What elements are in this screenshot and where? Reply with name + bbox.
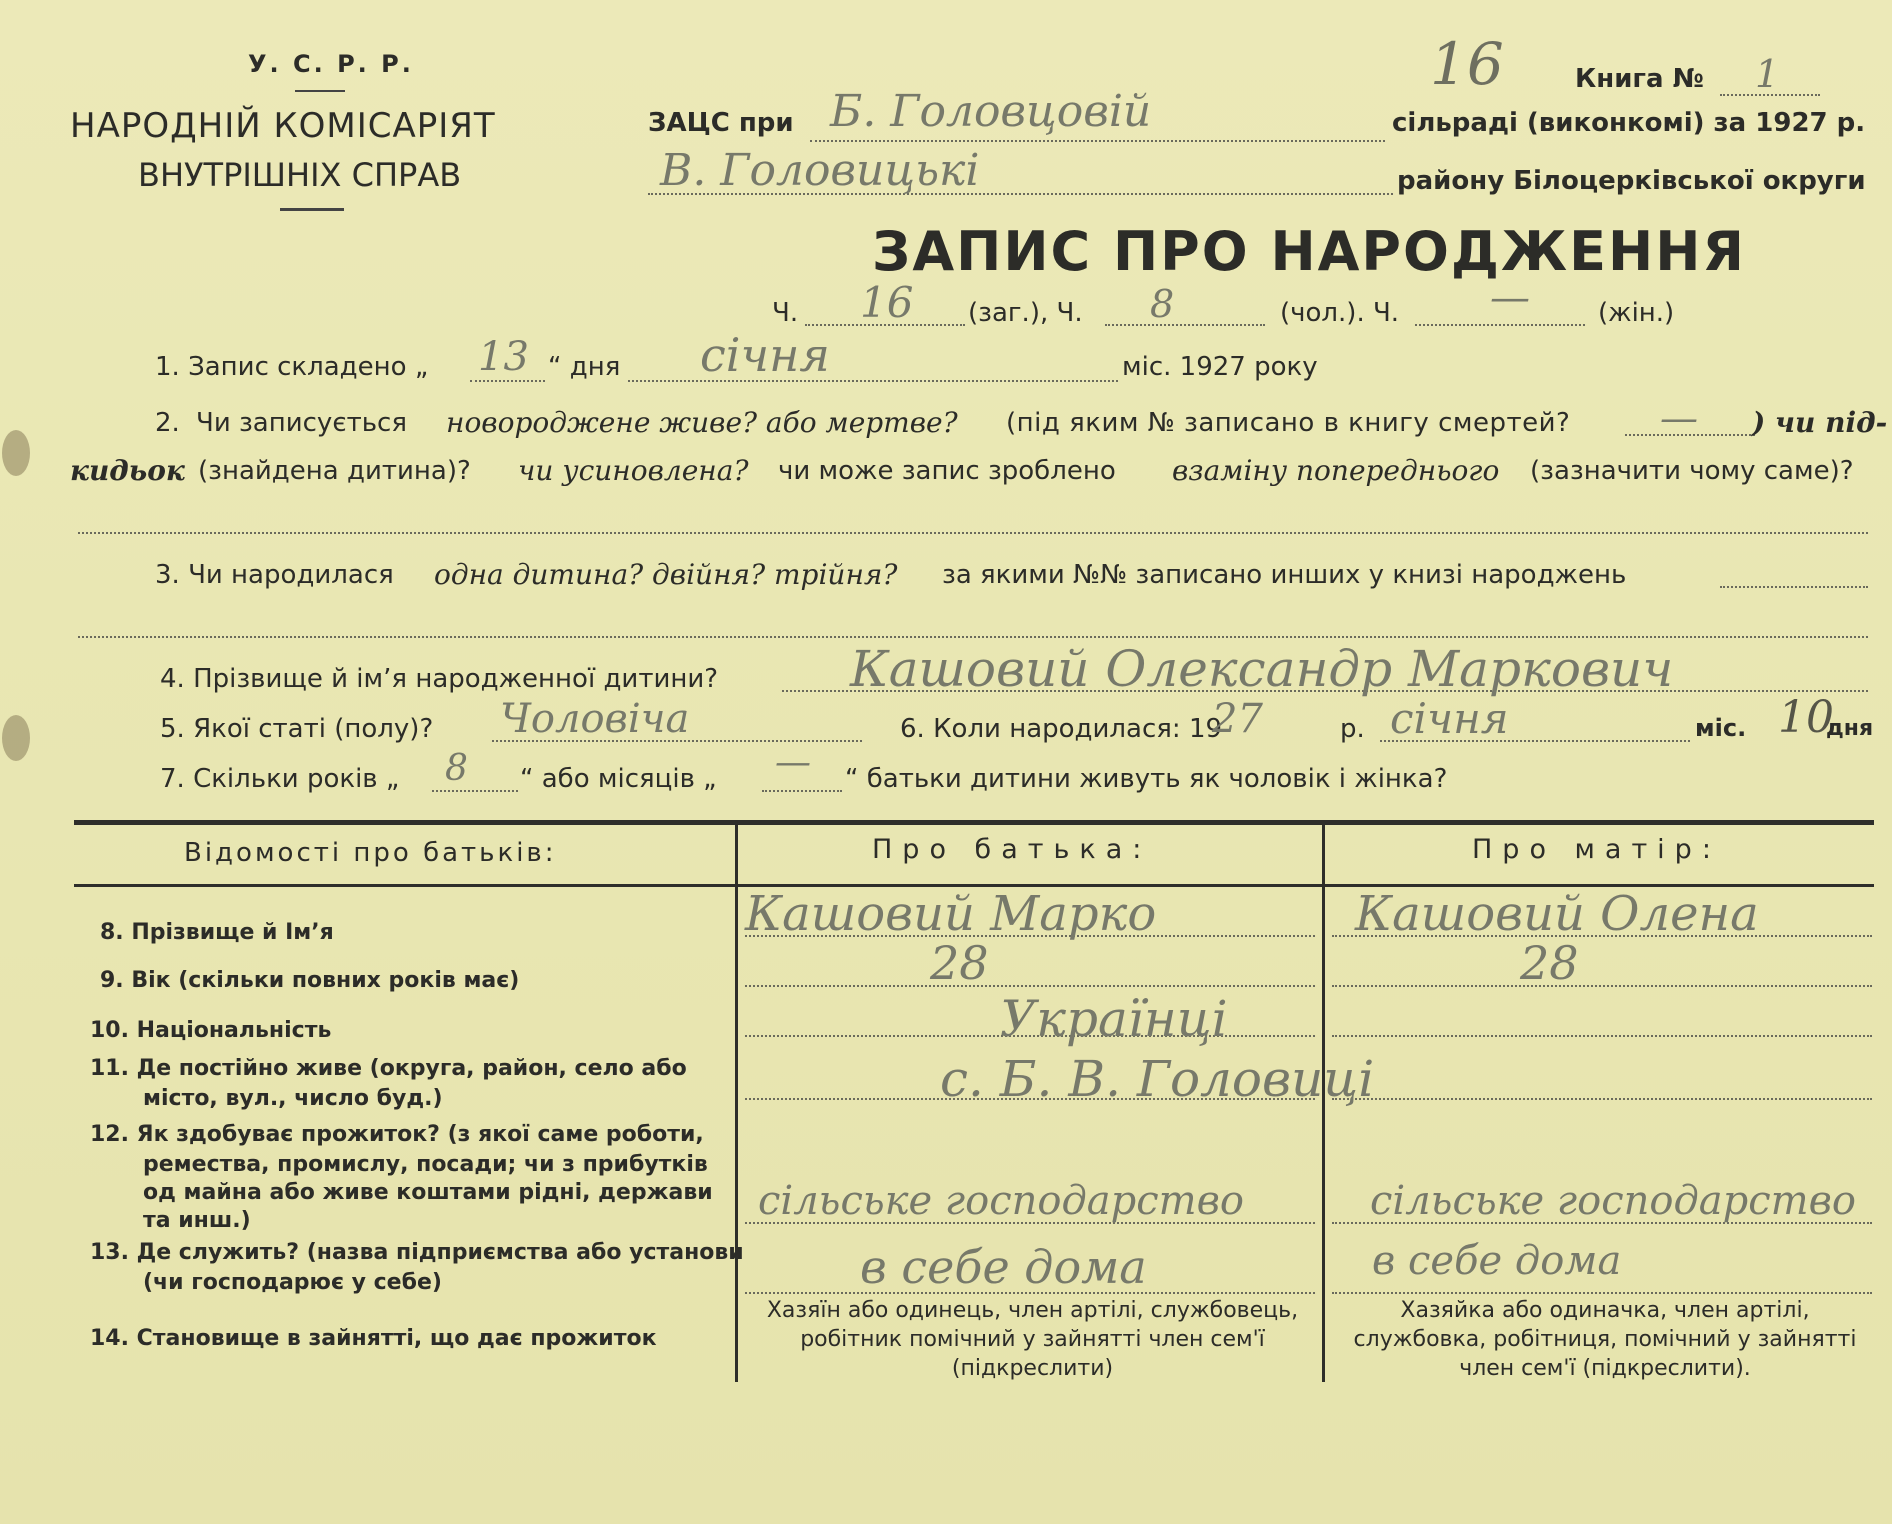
q2-text-c: (знайдена дитина)? [198,456,471,486]
book-number: 1 [1755,52,1780,96]
q2-text-a: Чи записується [196,408,407,438]
number-ch-label: Ч. [772,298,799,328]
row-line [1332,1292,1872,1294]
q7-months-value: — [775,742,811,783]
male-number-value: 8 [1150,282,1175,326]
q7-text-c: “ батьки дитини живуть як чоловік і жінка? [845,764,1448,794]
row-label-10: 10. Національність [90,1018,332,1043]
q7-text-a: 7. Скільки років „ [160,764,400,794]
q2-text-b: (під яким № записано в книгу смертей? [1006,408,1571,438]
q2-num: 2. [155,408,180,438]
row-label-8: 8. Прізвище й Ім’я [100,920,334,945]
q6-month-value: січня [1390,694,1509,743]
row-label-11a: 11. Де постійно живе (округа, район, село або [90,1056,687,1081]
selrada-text: сільраді (виконкомі) за 1927 р. [1392,108,1866,138]
q6-year-value: 27 [1212,696,1263,742]
row-label-12a: 12. Як здобуває прожиток? (з якої саме роботи, [90,1122,704,1147]
fill-line [78,636,1868,638]
fill-line [762,790,842,792]
row-label-9: 9. Вік (скільки повних років має) [100,968,520,993]
father-occupation-value: сільське господарство [758,1178,1244,1224]
fill-line [1720,586,1868,588]
header-mother: Про матір: [1472,834,1721,865]
male-label: (чол.). Ч. [1280,298,1400,328]
q2-text-d: чи може запис зроблено [778,456,1116,486]
female-label: (жін.) [1598,298,1675,328]
father-name-value: Кашовий Марко [745,886,1157,942]
fill-line [432,790,518,792]
mother-name-value: Кашовий Олена [1355,886,1759,942]
q7-years-value: 8 [445,748,468,789]
row-label-12b: ремества, промислу, посади; чи з прибутків [143,1152,708,1177]
mother-age-value: 28 [1520,936,1579,990]
nationality-value: Українці [1000,990,1228,1048]
q1-text-a: 1. Запис складено „ [155,352,429,382]
district-text: району Білоцерківської округи [1397,166,1866,196]
total-number-value: 16 [860,278,914,327]
fill-line [470,380,545,382]
fill-line [1415,324,1585,326]
q3-text-b: за якими №№ записано инших у книзі народжень [942,560,1627,590]
q2-italic-e: взаміну попереднього [1172,454,1500,487]
district-handwritten: В. Головицькі [660,145,980,196]
row-label-13b: (чи господарює у себе) [143,1270,442,1295]
q2-italic-b: ) чи під- [1752,406,1888,439]
page-title: ЗАПИС ПРО НАРОДЖЕННЯ [872,220,1746,283]
row-label-11b: місто, вул., число буд.) [143,1086,443,1111]
residence-value: с. Б. В. Головиці [940,1050,1375,1108]
punch-hole [2,715,30,761]
q4-text: 4. Прізвище й ім’я народженної дитини? [160,664,719,694]
q6-day-value: 10 [1778,692,1834,743]
header-father: Про батька: [872,834,1152,865]
q7-text-b: “ або місяців „ [520,764,717,794]
zags-label: ЗАЦС при [648,108,794,138]
republic-label: У. С. Р. Р. [248,50,414,78]
page-number-handwritten: 16 [1430,30,1504,98]
fill-line [78,532,1868,534]
total-label: (заг.), Ч. [968,298,1083,328]
q5-text: 5. Якої статі (полу)? [160,714,434,744]
q2-italic-d: чи усиновлена? [518,454,749,487]
q3-text-a: 3. Чи народилася [155,560,394,590]
ministry-line1: НАРОДНІЙ КОМІСАРІЯТ [70,106,496,146]
row-line [1332,1035,1872,1037]
q6-text-d: дня [1826,716,1874,741]
column-divider [735,822,738,1382]
divider [295,90,345,92]
fill-line [810,140,1385,142]
q1-month-value: січня [700,328,830,382]
father-age-value: 28 [930,936,989,990]
q3-italic-a: одна дитина? двійня? трійня? [434,558,898,591]
q6-text-a: 6. Коли народилася: 19 [900,714,1223,744]
book-label: Книга № [1575,64,1704,94]
q4-child-name-value: Кашовий Олександр Маркович [850,640,1674,698]
mother-workplace-value: в себе дома [1372,1238,1622,1284]
mother-status-note: Хазяйка або одиначка, член артілі, службовка, робітниця, помічний у зайнятті член сем'ї (підкреслити). [1353,1298,1857,1381]
row-line [1332,1098,1872,1100]
q2-text-e: (зазначити чому саме)? [1530,456,1854,486]
row-label-13a: 13. Де служить? (назва підприємства або установи [90,1240,744,1265]
q2-italic-c: кидьок [70,454,185,487]
ministry-line2: ВНУТРІШНІХ СПРАВ [138,156,462,194]
divider [280,208,344,211]
q1-text-b: “ дня [548,352,621,382]
father-status-note: Хазяїн або одинець, член артілі, службовець, робітник помічний у зайнятті член сем'ї (підкреслити) [766,1298,1299,1381]
fill-line [1105,324,1265,326]
q1-day-value: 13 [478,334,529,380]
q2-italic-a: новороджене живе? або мертве? [446,406,958,439]
row-line [1332,985,1872,987]
header-parents-info: Відомості про батьків: [184,838,557,868]
q1-text-c: міс. 1927 року [1122,352,1318,382]
q6-text-c: міс. [1695,714,1747,742]
father-workplace-value: в себе дома [860,1240,1147,1294]
table-top-border [74,820,1874,825]
row-label-12c: од майна або живе коштами рідні, держави [143,1180,713,1205]
q2-death-value: — [1660,396,1698,440]
row-label-14: 14. Становище в зайнятті, що дає прожиток [90,1326,657,1351]
row-label-12d: та инш.) [143,1208,251,1233]
q5-sex-value: Чоловіча [500,696,690,742]
row-line [745,985,1315,987]
mother-occupation-value: сільське господарство [1370,1178,1856,1224]
village-council-handwritten: Б. Головцовій [830,86,1152,137]
punch-hole [2,430,30,476]
female-number-value: — [1490,275,1530,321]
q6-text-b: р. [1340,714,1365,744]
